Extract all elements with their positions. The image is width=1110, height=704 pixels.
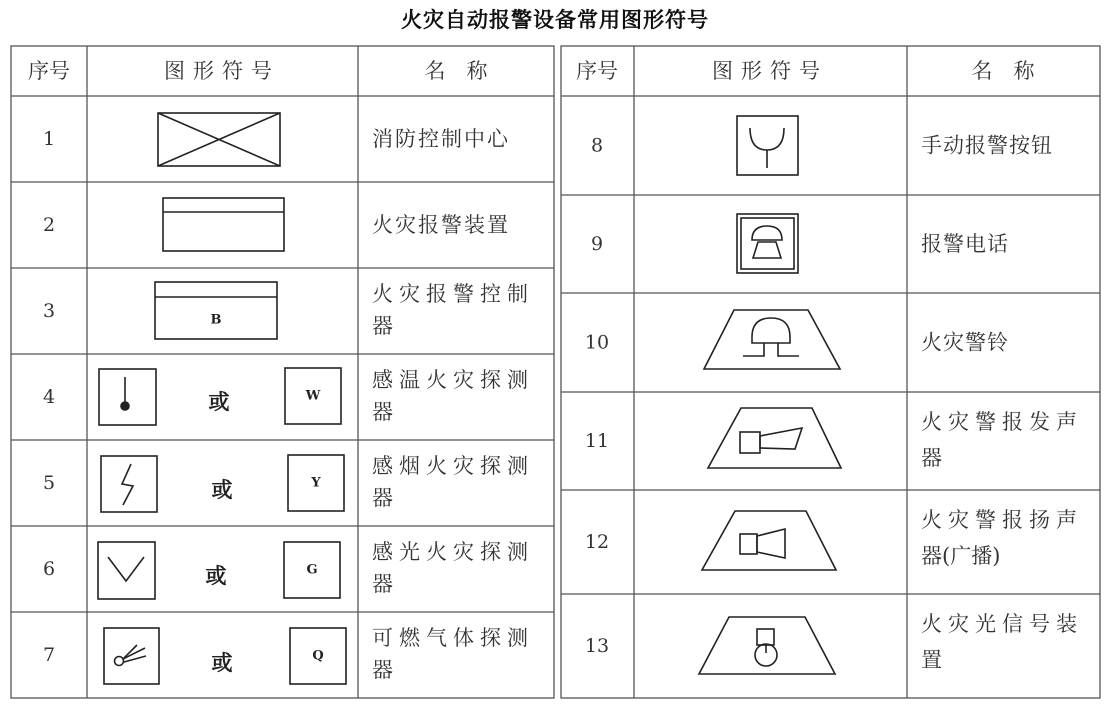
row-number: 4 xyxy=(42,386,56,408)
row-number: 2 xyxy=(42,214,56,236)
alternative-word: 或 xyxy=(211,651,233,675)
alternative-word: 或 xyxy=(205,564,227,588)
heat-detector-icon xyxy=(99,369,156,425)
header-index: 序号 xyxy=(28,59,70,83)
smoke-detector-icon xyxy=(101,456,157,512)
row-number: 8 xyxy=(590,134,604,157)
row-name: 火灾警铃 xyxy=(921,330,1009,355)
fire-speaker-icon xyxy=(702,511,836,570)
row-name: 器 xyxy=(372,572,393,596)
symbol-letter: Y xyxy=(311,475,321,491)
symbol-letter: G xyxy=(306,562,318,578)
row-name: 器 xyxy=(921,446,942,470)
row-name: 置 xyxy=(921,648,942,672)
row-number: 6 xyxy=(42,558,56,580)
row-number: 9 xyxy=(590,233,604,255)
symbol-letter: B xyxy=(210,312,222,328)
row-name: 感温火灾探测 xyxy=(372,368,534,392)
row-name: 器 xyxy=(372,658,393,682)
row-name: 消防控制中心 xyxy=(372,127,510,151)
manual-alarm-button-icon xyxy=(737,116,798,175)
header-name: 名 称 xyxy=(971,59,1035,83)
gas-detector-icon xyxy=(104,628,159,684)
fire-control-center-icon xyxy=(158,113,280,166)
fire-sounder-icon xyxy=(708,408,841,468)
flame-detector-icon xyxy=(98,542,155,599)
row-number: 3 xyxy=(42,300,56,322)
row-number: 11 xyxy=(584,430,610,452)
row-name: 器 xyxy=(372,486,393,510)
row-name: 火灾报警装置 xyxy=(372,213,510,237)
page-title: 火灾自动报警设备常用图形符号 xyxy=(401,8,709,32)
alarm-telephone-icon xyxy=(737,214,798,273)
row-number: 10 xyxy=(584,331,610,354)
header-symbol: 图形符号 xyxy=(712,59,828,83)
header-index: 序号 xyxy=(576,59,618,83)
row-number: 7 xyxy=(42,644,56,666)
row-number: 1 xyxy=(42,128,56,150)
row-name: 手动报警按钮 xyxy=(921,133,1053,158)
row-number: 13 xyxy=(584,635,610,657)
row-number: 5 xyxy=(42,472,56,494)
fire-alarm-controller-icon xyxy=(155,282,277,339)
row-name: 器 xyxy=(372,314,393,338)
row-name: 感烟火灾探测 xyxy=(372,454,534,478)
header-name: 名 称 xyxy=(424,59,488,83)
alternative-word: 或 xyxy=(208,390,230,414)
symbol-letter: W xyxy=(305,388,321,404)
row-number: 12 xyxy=(584,531,610,553)
fire-light-signal-icon xyxy=(699,617,835,674)
row-name: 报警电话 xyxy=(921,232,1009,256)
row-name: 器(广播) xyxy=(921,544,1001,568)
alternative-word: 或 xyxy=(211,478,233,502)
row-name: 火灾报警控制 xyxy=(372,282,534,306)
header-symbol: 图形符号 xyxy=(164,59,280,83)
row-name: 器 xyxy=(372,400,393,424)
row-name: 火灾警报发声 xyxy=(921,410,1083,434)
row-name: 火灾光信号装 xyxy=(921,612,1083,636)
fire-alarm-device-icon xyxy=(163,198,284,251)
row-name: 感光火灾探测 xyxy=(372,540,534,564)
symbol-letter: Q xyxy=(312,648,324,664)
row-name: 可燃气体探测 xyxy=(372,626,534,650)
row-name: 火灾警报扬声 xyxy=(921,508,1083,532)
fire-bell-icon xyxy=(704,310,840,369)
